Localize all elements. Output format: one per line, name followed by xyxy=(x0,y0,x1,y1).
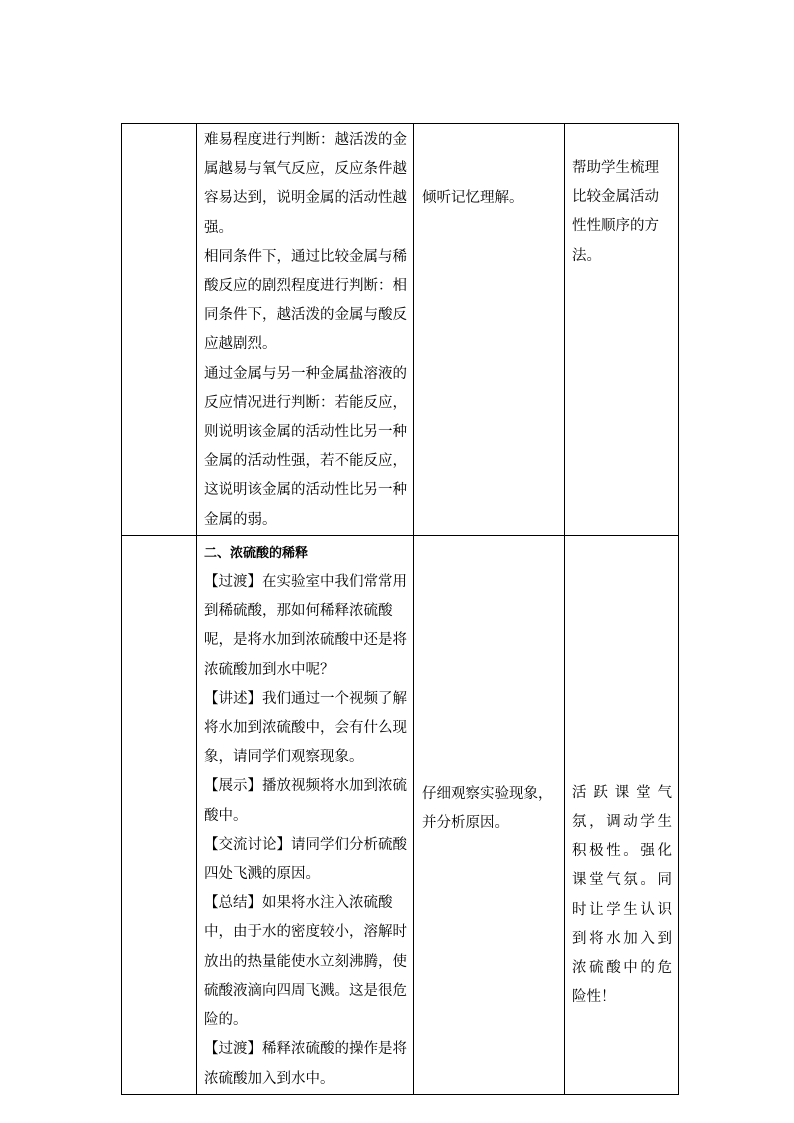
design-intent-text: 帮助学生梳理比较金属活动性性顺序的方法。 xyxy=(572,160,659,264)
student-activity-cell xyxy=(414,535,565,1094)
student-activity-text: 倾听记忆理解。 xyxy=(422,190,524,206)
content-paragraph: 【展示】播放视频将水加到浓硫酸中。 xyxy=(204,778,407,824)
student-activity-cell xyxy=(414,124,565,536)
section-heading: 二、浓硫酸的稀释 xyxy=(204,545,309,561)
design-intent-cell xyxy=(565,124,679,536)
content-paragraph: 相同条件下，通过比较金属与稀酸反应的剧烈程度进行判断：相同条件下，越活泼的金属与酸反应越剧烈。 xyxy=(204,248,407,353)
content-paragraph: 通过金属与另一种金属盐溶液的反应情况进行判断：若能反应，则说明该金属的活动性比另一种金属的活动性强，若不能反应，这说明该金属的活动性比另一种金属的弱。 xyxy=(204,365,407,528)
table-row xyxy=(122,124,679,536)
content-paragraph: 【过渡】在实验室中我们常常用到稀硫酸，那如何稀释浓硫酸呢，是将水加到浓硫酸中还是将浓硫酸加到水中呢？ xyxy=(204,574,407,678)
content-paragraph: 难易程度进行判断：越活泼的金属越易与氧气反应，反应条件越容易达到，说明金属的活动性越强。 xyxy=(204,132,407,236)
stage-cell xyxy=(122,535,197,1094)
design-intent-text: 活跃课堂气氛，调动学生积极性。强化课堂气氛。同时让学生认识到将水加入到浓硫酸中的危险性！ xyxy=(572,784,672,1006)
content-paragraph: 【总结】如果将水注入浓硫酸中，由于水的密度较小，溶解时放出的热量能使水立刻沸腾，使硫酸液滴向四周飞溅。这是很危险的。 xyxy=(204,895,407,1029)
teacher-activity-cell xyxy=(197,124,414,536)
lesson-plan-table xyxy=(121,123,679,1095)
stage-cell xyxy=(122,124,197,536)
table-row xyxy=(122,535,679,1094)
content-paragraph: 【交流讨论】请同学们分析硫酸四处飞溅的原因。 xyxy=(204,836,407,883)
student-activity-text: 仔细观察实验现象，并分析原因。 xyxy=(422,785,553,832)
content-paragraph: 【讲述】我们通过一个视频了解将水加到浓硫酸中，会有什么现象，请同学们观察现象。 xyxy=(204,690,407,766)
design-intent-cell xyxy=(565,535,679,1094)
teacher-activity-cell xyxy=(197,535,414,1094)
content-paragraph: 【过渡】稀释浓硫酸的操作是将浓硫酸加入到水中。 xyxy=(204,1041,407,1087)
